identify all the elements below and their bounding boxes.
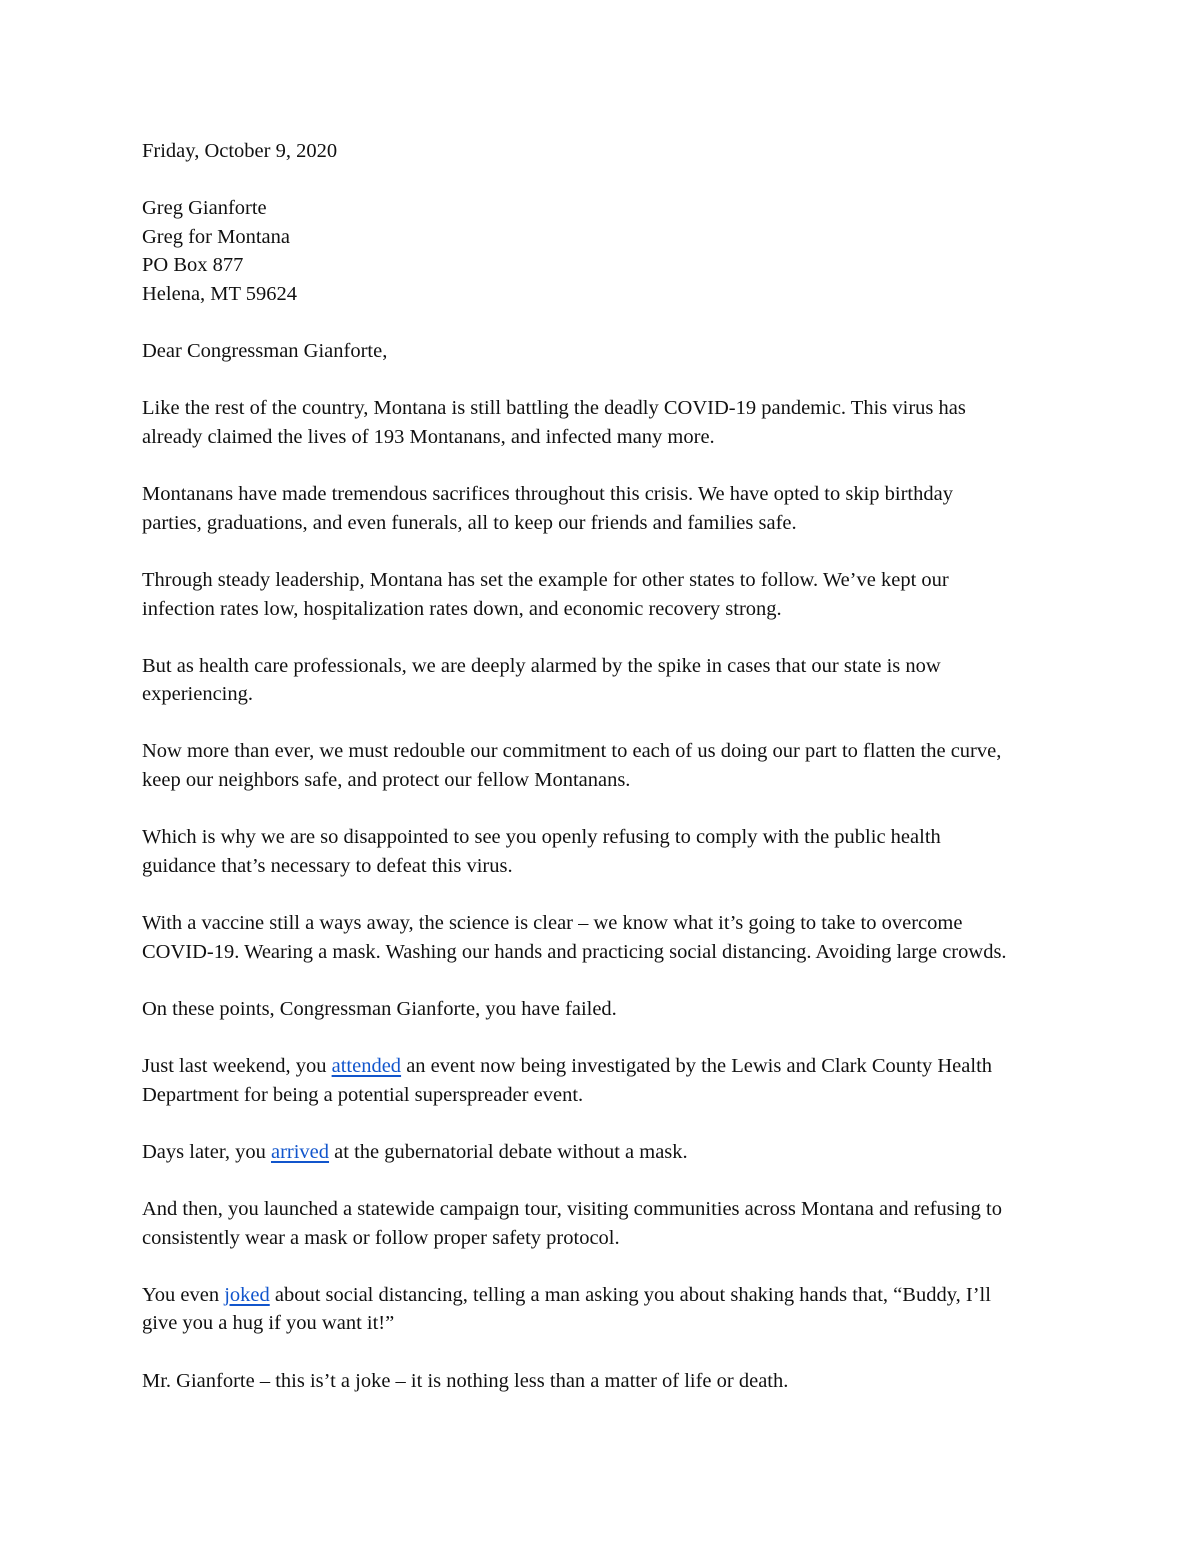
salutation-line: Dear Congressman Gianforte, — [142, 340, 388, 363]
paragraph-line: keep our neighbors safe, and protect our fellow Montanans. — [142, 769, 631, 792]
text-segment: about social distancing, telling a man asking you about shaking hands that, “Buddy, I’ll — [269, 1283, 991, 1306]
joked-link[interactable]: joked — [224, 1283, 270, 1306]
attended-link[interactable]: attended — [331, 1055, 402, 1077]
paragraph-2 — [142, 480, 1072, 537]
paragraph-8 — [142, 995, 1072, 1024]
date-line: Friday, October 9, 2020 — [142, 140, 338, 162]
recipient-address — [142, 194, 1072, 308]
paragraph-line: And then, you launched a statewide campaign tour, visiting communities across Montana and refusing to — [142, 1197, 1002, 1220]
arrived-link[interactable]: arrived — [270, 1140, 330, 1163]
paragraph-line: COVID-19. Wearing a mask. Washing our hands and practicing social distancing. Avoiding large crowds. — [142, 940, 1007, 963]
address-line: Greg for Montana — [142, 225, 291, 248]
text-segment: Just last weekend, you — [142, 1055, 332, 1077]
letter-date — [142, 137, 1072, 166]
paragraph-11 — [142, 1195, 1072, 1252]
paragraph-1 — [142, 394, 1072, 451]
paragraph-7 — [142, 909, 1072, 966]
text-segment: an event now being investigated by the Lewis and Clark County Health — [401, 1055, 993, 1077]
paragraph-5 — [142, 737, 1072, 794]
paragraph-13 — [142, 1367, 1072, 1396]
paragraph-9 — [142, 1052, 1072, 1109]
address-line: PO Box 877 — [142, 254, 244, 277]
paragraph-line: But as health care professionals, we are deeply alarmed by the spike in cases that our state is now — [142, 654, 941, 677]
paragraph-3 — [142, 566, 1072, 623]
paragraph-12 — [142, 1281, 1072, 1338]
paragraph-line: On these points, Congressman Gianforte, you have failed. — [142, 997, 617, 1020]
text-segment: at the gubernatorial debate without a mask. — [329, 1140, 688, 1163]
paragraph-line: Mr. Gianforte – this is’t a joke – it is nothing less than a matter of life or death. — [142, 1369, 789, 1392]
paragraph-line: infection rates low, hospitalization rates down, and economic recovery strong. — [142, 597, 782, 620]
paragraph-line: Like the rest of the country, Montana is still battling the deadly COVID-19 pandemic. This virus has — [142, 397, 966, 420]
paragraph-line — [142, 1138, 1072, 1167]
paragraph-line: already claimed the lives of 193 Montanans, and infected many more. — [142, 425, 715, 448]
text-segment: Days later, you — [142, 1140, 271, 1163]
salutation — [142, 337, 1072, 366]
letter-body — [142, 137, 1072, 1424]
address-line: Helena, MT 59624 — [142, 282, 298, 305]
paragraph-line: Through steady leadership, Montana has set the example for other states to follow. We’ve kept our — [142, 568, 949, 591]
paragraph-line — [142, 1052, 1072, 1081]
address-line: Greg Gianforte — [142, 197, 267, 220]
paragraph-4 — [142, 652, 1072, 709]
paragraph-line: guidance that’s necessary to defeat this virus. — [142, 854, 513, 877]
paragraph-line: Montanans have made tremendous sacrifices throughout this crisis. We have opted to skip birthday — [142, 483, 953, 506]
paragraph-6 — [142, 823, 1072, 880]
paragraph-line: give you a hug if you want it!” — [142, 1312, 395, 1335]
paragraph-line: consistently wear a mask or follow proper safety protocol. — [142, 1226, 620, 1249]
paragraph-line — [142, 1281, 1072, 1310]
paragraph-10 — [142, 1138, 1072, 1167]
paragraph-line: parties, graduations, and even funerals, all to keep our friends and families safe. — [142, 511, 797, 534]
paragraph-line: Now more than ever, we must redouble our commitment to each of us doing our part to flatten the curve, — [142, 740, 1002, 763]
paragraph-line: With a vaccine still a ways away, the science is clear – we know what it’s going to take to overcome — [142, 912, 963, 935]
paragraph-line: experiencing. — [142, 683, 253, 706]
paragraph-line: Which is why we are so disappointed to see you openly refusing to comply with the public health — [142, 826, 941, 849]
paragraph-line: Department for being a potential superspreader event. — [142, 1083, 584, 1106]
text-segment: You even — [142, 1283, 225, 1306]
